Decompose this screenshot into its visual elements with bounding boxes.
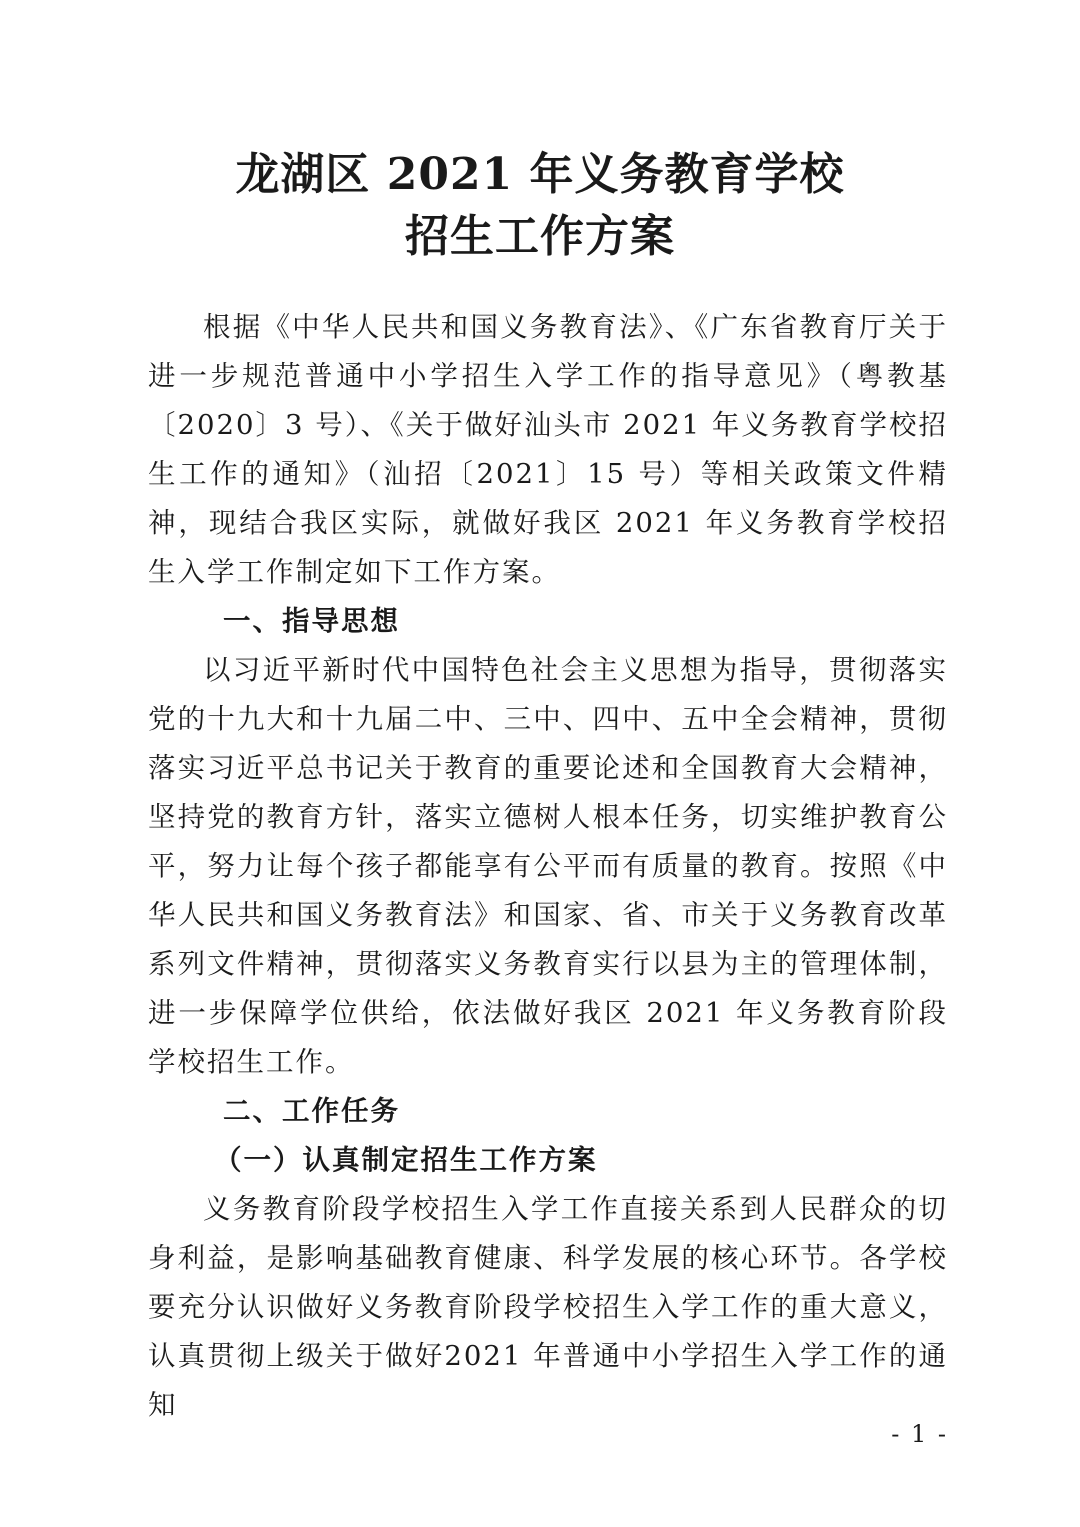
subsection-1-heading: （一）认真制定招生工作方案 — [214, 1144, 598, 1176]
section-1-paragraph: 以习近平新时代中国特色社会主义思想为指导，贯彻落实党的十九大和十九届二中、三中、四中、五中全会精神，贯彻落实习近平总书记关于教育的重要论述和全国教育大会精神，坚持党的教育方针，落实立德树人根本任务，切实维护教育公平，努力让每个孩子都能享有公平而有质量的教育。按照《中华人民共和国义务教育法》和国家、省、市关于义务教育改革系列文件精神，贯彻落实义务教育实行以县为主的管理体制，进一步保障学位供给，依法做好我区 2021 年义务教育阶段学校招生工作。 — [148, 654, 948, 1078]
subsection-1-paragraph: 义务教育阶段学校招生入学工作直接关系到人民群众的切身利益，是影响基础教育健康、科学发展的核心环节。各学校要充分认识做好义务教育阶段学校招生入学工作的重大意义，认真贯彻上级关于做好2021 年普通中小学招生入学工作的通知 — [148, 1193, 948, 1421]
section-2-heading: 二、工作任务 — [223, 1095, 400, 1127]
section-1-heading: 一、指导思想 — [223, 605, 400, 637]
intro-paragraph: 根据《中华人民共和国义务教育法》、《广东省教育厅关于进一步规范普通中小学招生入学工作的指导意见》（粤教基〔2020〕3 号）、《关于做好汕头市 2021 年义务教育学校招生工作的通知》（汕招〔2021〕15 号）等相关政策文件精神，现结合我区实际，就做好我区 2021 年义务教育学校招生入学工作制定如下工作方案。 — [148, 311, 948, 588]
document-body — [148, 303, 948, 1430]
document-title-line-1: 龙湖区 2021 年义务教育学校 — [235, 149, 845, 200]
document-title-line-2: 招生工作方案 — [405, 211, 675, 262]
page-number: - 1 - — [891, 1420, 948, 1448]
